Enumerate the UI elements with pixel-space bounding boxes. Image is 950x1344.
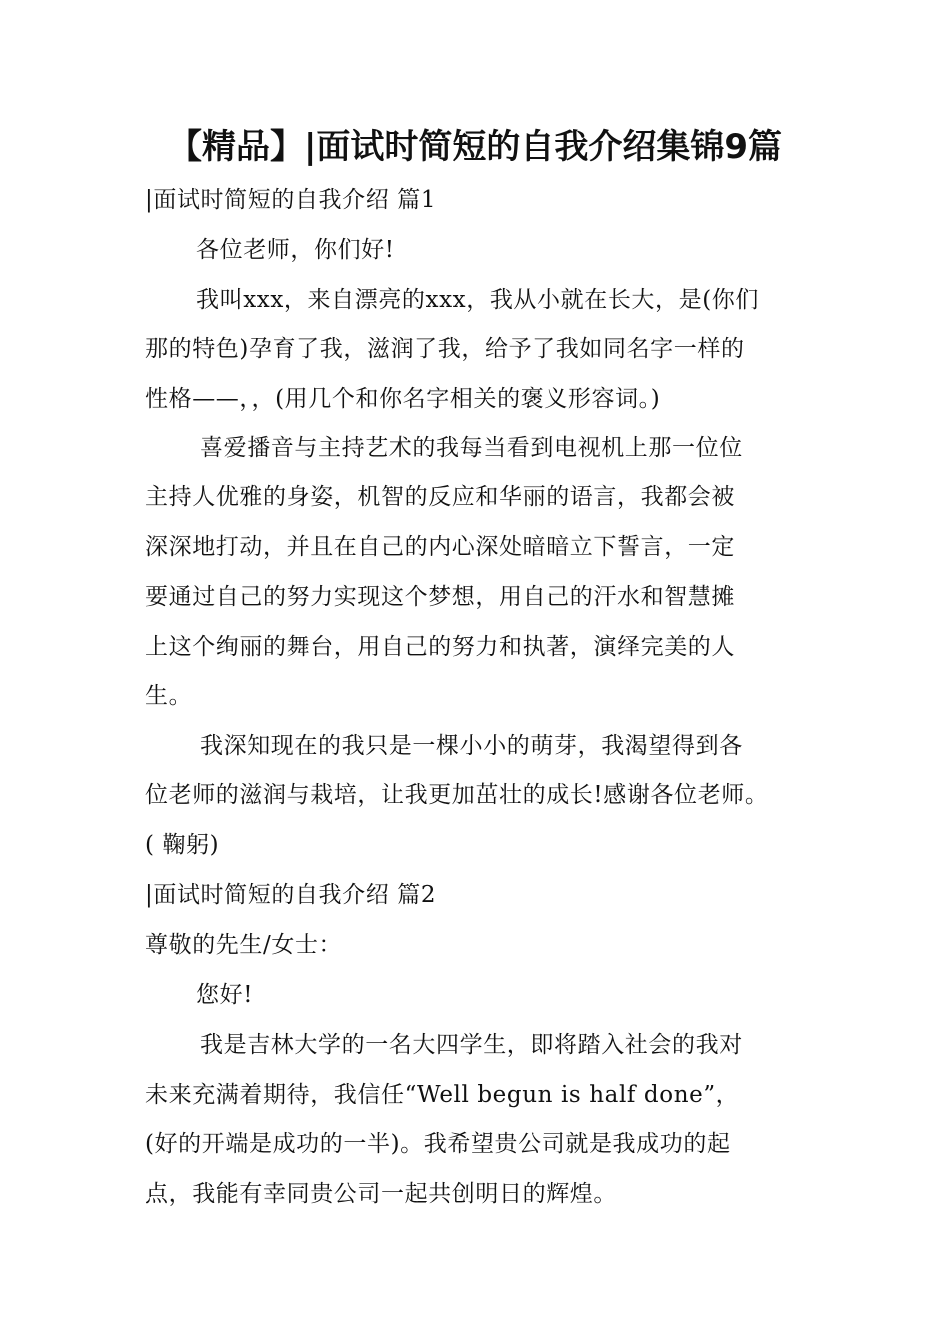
- paragraph-line: 喜爱播音与主持艺术的我每当看到电视机上那一位位: [200, 435, 743, 461]
- paragraph-line: 点，我能有幸同贵公司一起共创明日的辉煌。: [145, 1181, 617, 1207]
- paragraph-line: 要通过自己的努力实现这个梦想，用自己的汗水和智慧摊: [145, 584, 735, 610]
- paragraph-line: 主持人优雅的身姿，机智的反应和华丽的语言，我都会被: [145, 484, 735, 510]
- paragraph-line: 上这个绚丽的舞台，用自己的努力和执著，演绎完美的人: [145, 634, 735, 660]
- paragraph-line: ( 鞠躬): [145, 832, 220, 858]
- paragraph-line: 位老师的滋润与栽培，让我更加茁壮的成长!感谢各位老师。: [145, 782, 769, 808]
- greeting-line: 各位老师，你们好!: [196, 237, 395, 263]
- section-heading-2: |面试时简短的自我介绍 篇2: [145, 882, 437, 908]
- paragraph-line: 未来充满着期待，我信任“Well begun is half done”，: [145, 1082, 740, 1108]
- paragraph-line: 我是吉林大学的一名大四学生，即将踏入社会的我对: [200, 1032, 743, 1058]
- section-heading-1: |面试时简短的自我介绍 篇1: [145, 187, 437, 213]
- paragraph-line: 我深知现在的我只是一棵小小的萌芽，我渴望得到各: [200, 733, 743, 759]
- greeting-line: 您好!: [196, 982, 254, 1008]
- salutation-line: 尊敬的先生/女士：: [145, 932, 343, 958]
- paragraph-line: 生。: [145, 683, 193, 709]
- paragraph-line: (好的开端是成功的一半)。我希望贵公司就是我成功的起: [145, 1131, 731, 1157]
- paragraph-line: 性格——，，(用几个和你名字相关的褒义形容词。): [145, 386, 661, 412]
- paragraph-line: 我叫xxx，来自漂亮的xxx，我从小就在长大，是(你们: [196, 287, 759, 313]
- paragraph-line: 深深地打动，并且在自己的内心深处暗暗立下誓言，一定: [145, 534, 735, 560]
- paragraph-line: 那的特色)孕育了我，滋润了我，给予了我如同名字一样的: [145, 336, 745, 362]
- document-title: 【精品】|面试时简短的自我介绍集锦9篇: [167, 127, 783, 167]
